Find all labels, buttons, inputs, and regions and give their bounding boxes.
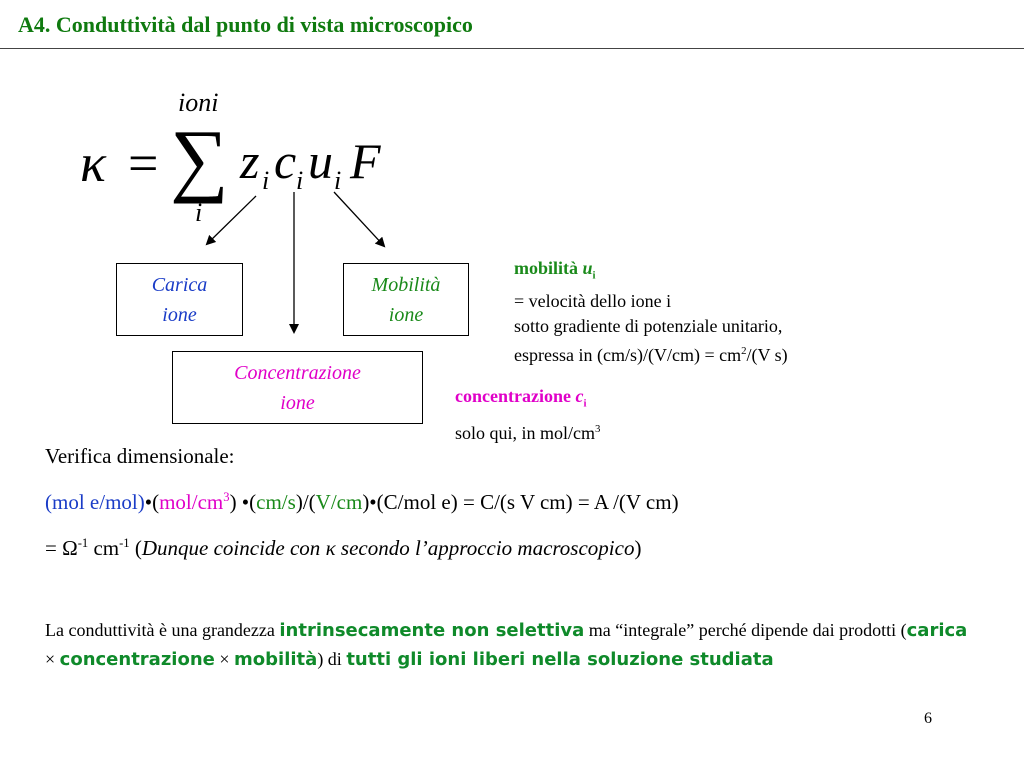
dim-part-5: )/( <box>295 490 316 514</box>
box-mobilita-line1: Mobilità <box>371 273 441 296</box>
formula-z-sub: i <box>262 166 270 195</box>
mobility-line3a: espressa in (cm/s)/(V/cm) = cm <box>514 344 742 365</box>
mobility-line1: = velocità dello ione i <box>514 290 672 311</box>
dim-part-3: ) •( <box>229 490 257 514</box>
dim2-paren-close: ) <box>634 536 642 560</box>
mobility-symbol: u <box>582 258 593 278</box>
dim-part-7: )•(C/mol e) = C/(s V cm) = A /(V cm) <box>362 490 679 514</box>
dim2-paren-open: ( <box>129 536 142 560</box>
mobility-line3b: /(V s) <box>746 344 788 365</box>
formula-F: F <box>350 133 381 189</box>
conclusion-text-4: × <box>214 649 235 669</box>
conclusion-highlight-3: concentrazione <box>59 649 215 670</box>
dim2-italic-a: Dunque coincide con <box>141 536 326 560</box>
conclusion-highlight-5: tutti gli ioni liberi nella soluzione studiata <box>346 649 774 670</box>
box-mobilita-ione <box>343 263 469 336</box>
dim2-italic-b: secondo l’approccio macroscopico <box>335 536 635 560</box>
mobility-line3-sup: 2 <box>741 344 747 357</box>
formula-c: c <box>274 133 297 189</box>
concentration-note <box>455 384 600 446</box>
box-conc-line1: Concentrazione <box>234 361 361 384</box>
conclusion-text-1: La conduttività è una grandezza <box>45 620 280 640</box>
formula-u-sub: i <box>334 166 342 195</box>
conclusion-text-3: × <box>45 649 60 669</box>
box-mobilita-line2: ione <box>388 303 424 326</box>
formula-kappa: κ <box>80 133 106 193</box>
box-carica-line2: ione <box>162 303 197 326</box>
dim2-cm: cm <box>88 536 120 560</box>
dim2-sup2: -1 <box>119 536 130 550</box>
formula-equals: = <box>128 133 159 193</box>
mobility-symbol-sub: i <box>592 269 596 282</box>
dim2-kappa: κ <box>325 536 336 560</box>
verifica-heading: Verifica dimensionale: <box>45 444 235 468</box>
concentration-heading: concentrazione <box>455 386 576 406</box>
concentration-symbol-sub: i <box>583 397 587 410</box>
concentration-line1-sup: 3 <box>595 422 601 435</box>
conclusion-highlight-2: carica <box>906 620 968 641</box>
slide-title: A4. Conduttività dal punto di vista microscopico <box>18 12 473 37</box>
conclusion-highlight-1: intrinsecamente non selettiva <box>279 620 585 641</box>
arrow-to-carica <box>207 196 256 244</box>
conclusion-text-5: ) di <box>317 649 347 669</box>
conclusion-text-2: ma “integrale” perché dipende dai prodotti ( <box>584 620 907 640</box>
page-number: 6 <box>924 710 932 727</box>
dimension-result-line <box>45 536 641 561</box>
dim-part-6: V/cm <box>315 490 363 514</box>
dim2-eq: = Ω <box>45 536 78 560</box>
mobility-note <box>514 256 788 368</box>
box-carica-ione <box>116 263 243 336</box>
mobility-line2: sotto gradiente di potenziale unitario, <box>514 315 783 336</box>
arrow-to-mobilita <box>334 192 384 246</box>
formula-c-sub: i <box>296 166 304 195</box>
concentration-line1: solo qui, in mol/cm <box>455 422 596 443</box>
dim-part-4: cm/s <box>256 490 296 514</box>
formula-u: u <box>308 133 333 189</box>
dim-bullet-1: •( <box>144 490 160 514</box>
conclusion-highlight-4: mobilità <box>234 649 318 670</box>
formula-z: z <box>240 133 260 189</box>
dim2-sup1: -1 <box>77 536 89 550</box>
formula-sum-lower: i <box>195 198 203 227</box>
conclusion-paragraph <box>45 616 980 674</box>
dim-part-2: mol/cm <box>159 490 224 514</box>
dim-part-2-sup: 3 <box>223 490 230 504</box>
box-carica-line1: Carica <box>151 273 208 296</box>
dimension-line <box>45 490 679 515</box>
formula-sum: ∑ <box>170 113 229 204</box>
formula-sum-upper: ioni <box>178 88 219 117</box>
dim-part-1: (mol e/mol) <box>45 490 145 514</box>
concentration-symbol: c <box>575 386 584 406</box>
box-conc-line2: ione <box>280 391 315 414</box>
mobility-heading: mobilità <box>514 258 583 278</box>
box-concentrazione-ione <box>172 351 423 424</box>
